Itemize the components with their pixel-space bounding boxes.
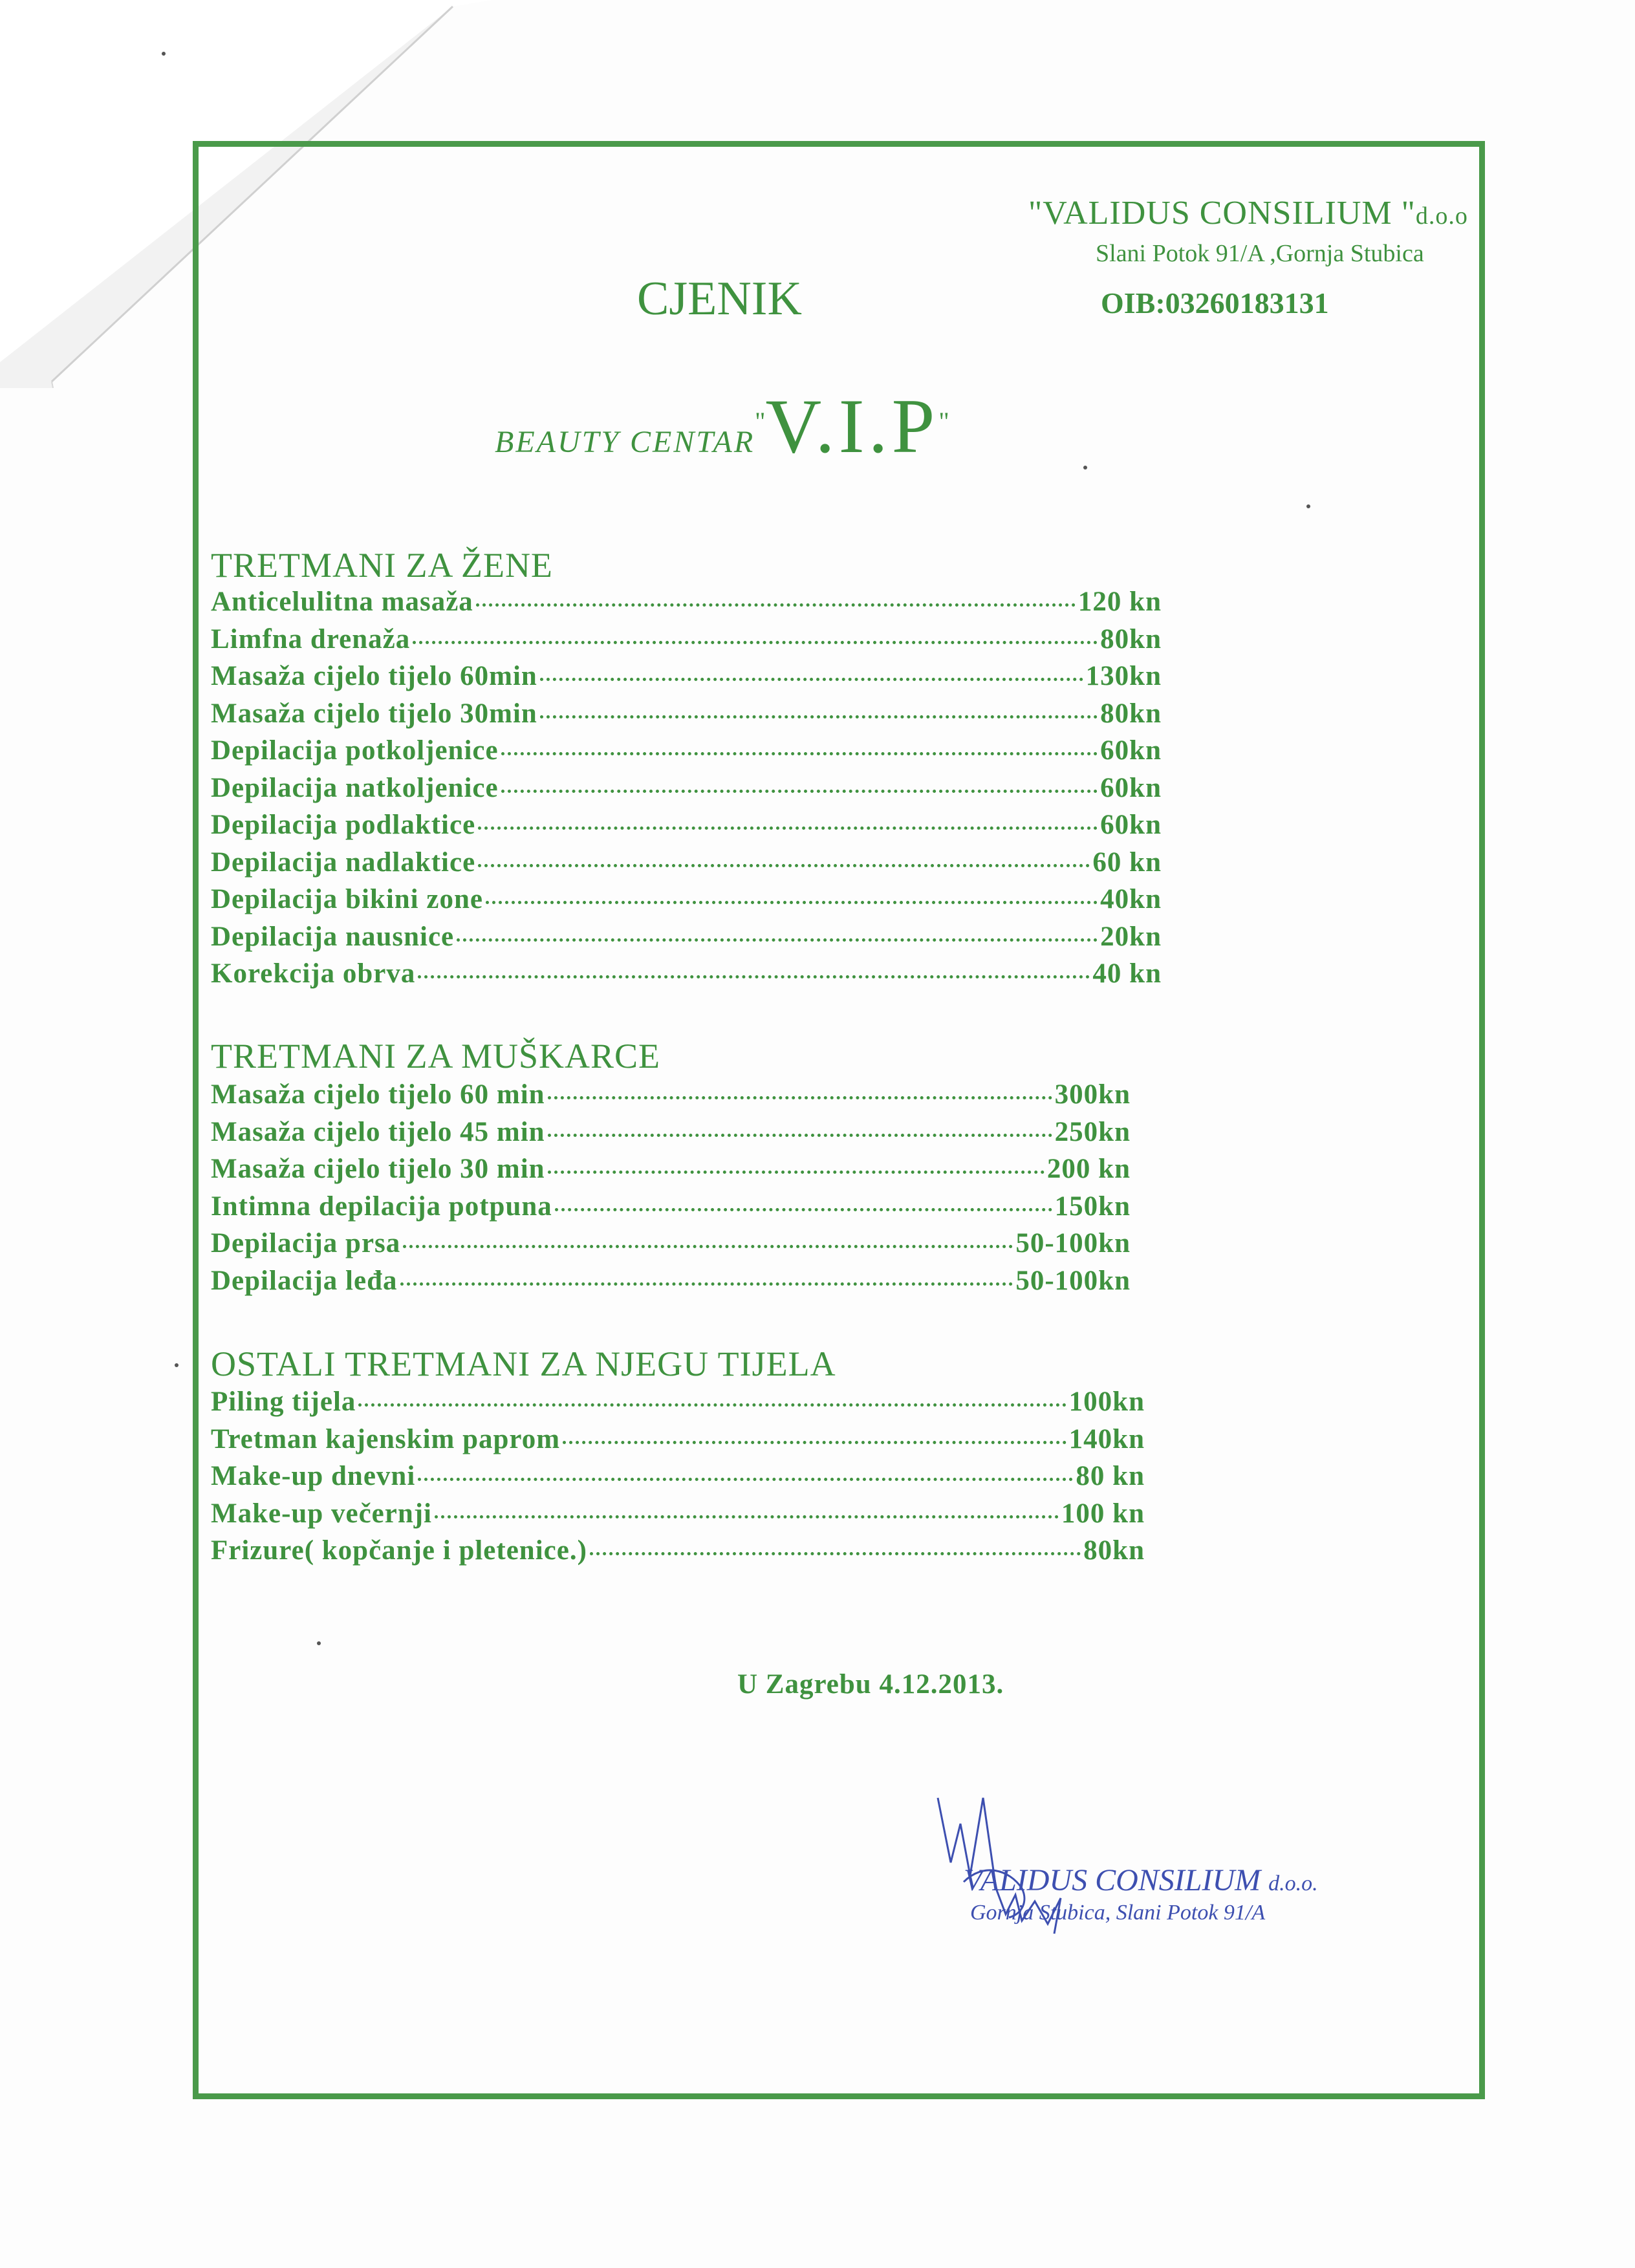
treatment-name: Frizure( kopčanje i pletenice.) [211,1535,587,1566]
treatment-name: Depilacija nausnice [211,921,455,952]
treatment-name: Depilacija nadlaktice [211,847,476,878]
treatment-price: 20kn [1100,921,1162,952]
scan-speck [317,1641,321,1645]
price-row [211,1265,1131,1302]
scan-speck [1306,504,1310,508]
treatment-name: Masaža cijelo tijelo 30 min [211,1154,545,1184]
dot-leader [548,1096,1052,1099]
treatment-name: Piling tijela [211,1387,356,1417]
price-row [211,772,1162,810]
dot-leader [501,790,1098,793]
dot-leader [418,1478,1073,1481]
treatment-name: Masaža cijelo tijelo 60min [211,661,537,691]
beauty-centar-label: BEAUTY CENTAR [495,425,755,459]
dot-leader [486,901,1098,904]
price-row [211,698,1162,735]
treatment-name: Anticelulitna masaža [211,587,473,617]
treatment-price: 100 kn [1061,1498,1145,1529]
dot-leader [555,1208,1052,1211]
price-row [211,809,1162,847]
price-row [211,660,1162,698]
treatment-name: Limfna drenaža [211,623,411,654]
treatment-price: 50-100kn [1015,1265,1131,1296]
price-row [211,1460,1145,1498]
scan-speck [175,1363,179,1367]
treatment-price: 40 kn [1092,958,1162,989]
stamp-name-suffix: d.o.o. [1268,1872,1318,1895]
treatment-name: Depilacija leđa [211,1265,398,1296]
treatment-price: 200 kn [1046,1154,1131,1184]
dot-leader [457,938,1098,942]
treatment-price: 40kn [1100,884,1162,914]
price-row [211,1535,1145,1572]
price-row [211,1498,1145,1535]
dot-leader [548,1171,1045,1174]
dot-leader [400,1282,1013,1286]
beauty-centar-heading [495,382,949,471]
treatment-name: Depilacija bikini zone [211,884,483,914]
company-stamp [964,1863,1318,1925]
dot-leader [590,1552,1081,1555]
dot-leader [358,1403,1066,1407]
price-row [211,1423,1145,1461]
stamp-name [964,1863,1318,1898]
company-oib: OIB:03260183131 [1101,286,1329,319]
treatment-price: 300kn [1054,1079,1131,1110]
company-address: Slani Potok 91/A ,Gornja Stubica [1096,240,1424,267]
price-row [211,1079,1131,1116]
treatment-price: 80 kn [1076,1461,1145,1491]
treatment-name: Depilacija potkoljenice [211,735,499,766]
dot-leader [478,864,1090,867]
price-row [211,1191,1131,1228]
price-row [211,1153,1131,1191]
treatment-price: 80kn [1083,1535,1145,1566]
treatment-name: Depilacija podlaktice [211,810,476,840]
price-row [211,1227,1131,1265]
dot-leader [540,678,1083,681]
treatment-price: 50-100kn [1015,1228,1131,1258]
price-list-men [211,1079,1131,1302]
price-row [211,1116,1131,1154]
price-list-other [211,1386,1145,1572]
treatment-price: 250kn [1054,1116,1131,1147]
scan-speck [162,52,166,56]
dot-leader [540,715,1098,718]
treatment-name: Make-up dnevni [211,1461,416,1491]
price-list-women [211,586,1162,995]
price-row [211,958,1162,995]
treatment-price: 60kn [1100,772,1162,803]
quote-close: " [938,407,949,436]
dot-leader [418,975,1090,978]
treatment-name: Korekcija obrva [211,958,416,989]
scan-speck [1083,466,1087,470]
treatment-price: 60kn [1100,735,1162,766]
quote-open: " [755,407,766,436]
dot-leader [548,1134,1052,1137]
treatment-price: 60 kn [1092,847,1162,878]
section-title-women: TRETMANI ZA ŽENE [211,546,553,585]
treatment-name: Intimna depilacija potpuna [211,1191,552,1222]
dot-leader [413,641,1098,644]
company-name-text: "VALIDUS CONSILIUM " [1028,195,1416,232]
stamp-address: Gornja Stubica, Slani Potok 91/A [970,1901,1266,1925]
treatment-price: 120 kn [1077,587,1162,617]
treatment-price: 80kn [1100,623,1162,654]
treatment-price: 60kn [1100,810,1162,840]
price-row [211,883,1162,921]
price-row [211,586,1162,623]
treatment-name: Make-up večernji [211,1498,433,1529]
dot-leader [435,1515,1059,1518]
price-row [211,921,1162,958]
treatment-name: Depilacija natkoljenice [211,772,499,803]
section-title-other: OSTALI TRETMANI ZA NJEGU TIJELA [211,1345,836,1383]
company-name [1028,194,1468,232]
treatment-price: 100kn [1068,1387,1145,1417]
stamp-name-text: VALIDUS CONSILIUM [964,1863,1261,1897]
price-row [211,735,1162,772]
dot-leader [403,1245,1013,1248]
treatment-name: Tretman kajenskim paprom [211,1423,561,1454]
price-row [211,847,1162,884]
treatment-price: 140kn [1068,1423,1145,1454]
treatment-name: Depilacija prsa [211,1228,401,1258]
section-title-men: TRETMANI ZA MUŠKARCE [211,1037,661,1075]
treatment-name: Masaža cijelo tijelo 60 min [211,1079,545,1110]
company-name-suffix: d.o.o [1415,202,1468,230]
date-line: U Zagrebu 4.12.2013. [737,1669,1004,1700]
treatment-name: Masaža cijelo tijelo 45 min [211,1116,545,1147]
price-row [211,1386,1145,1423]
dot-leader [501,752,1098,755]
treatment-name: Masaža cijelo tijelo 30min [211,698,537,729]
vip-label: V.I.P [765,383,939,469]
treatment-price: 80kn [1100,698,1162,729]
price-row [211,623,1162,661]
dot-leader [476,603,1076,607]
treatment-price: 130kn [1085,661,1162,691]
dot-leader [563,1441,1067,1444]
page-title: CJENIK [637,272,802,325]
dot-leader [478,826,1098,830]
treatment-price: 150kn [1054,1191,1131,1222]
